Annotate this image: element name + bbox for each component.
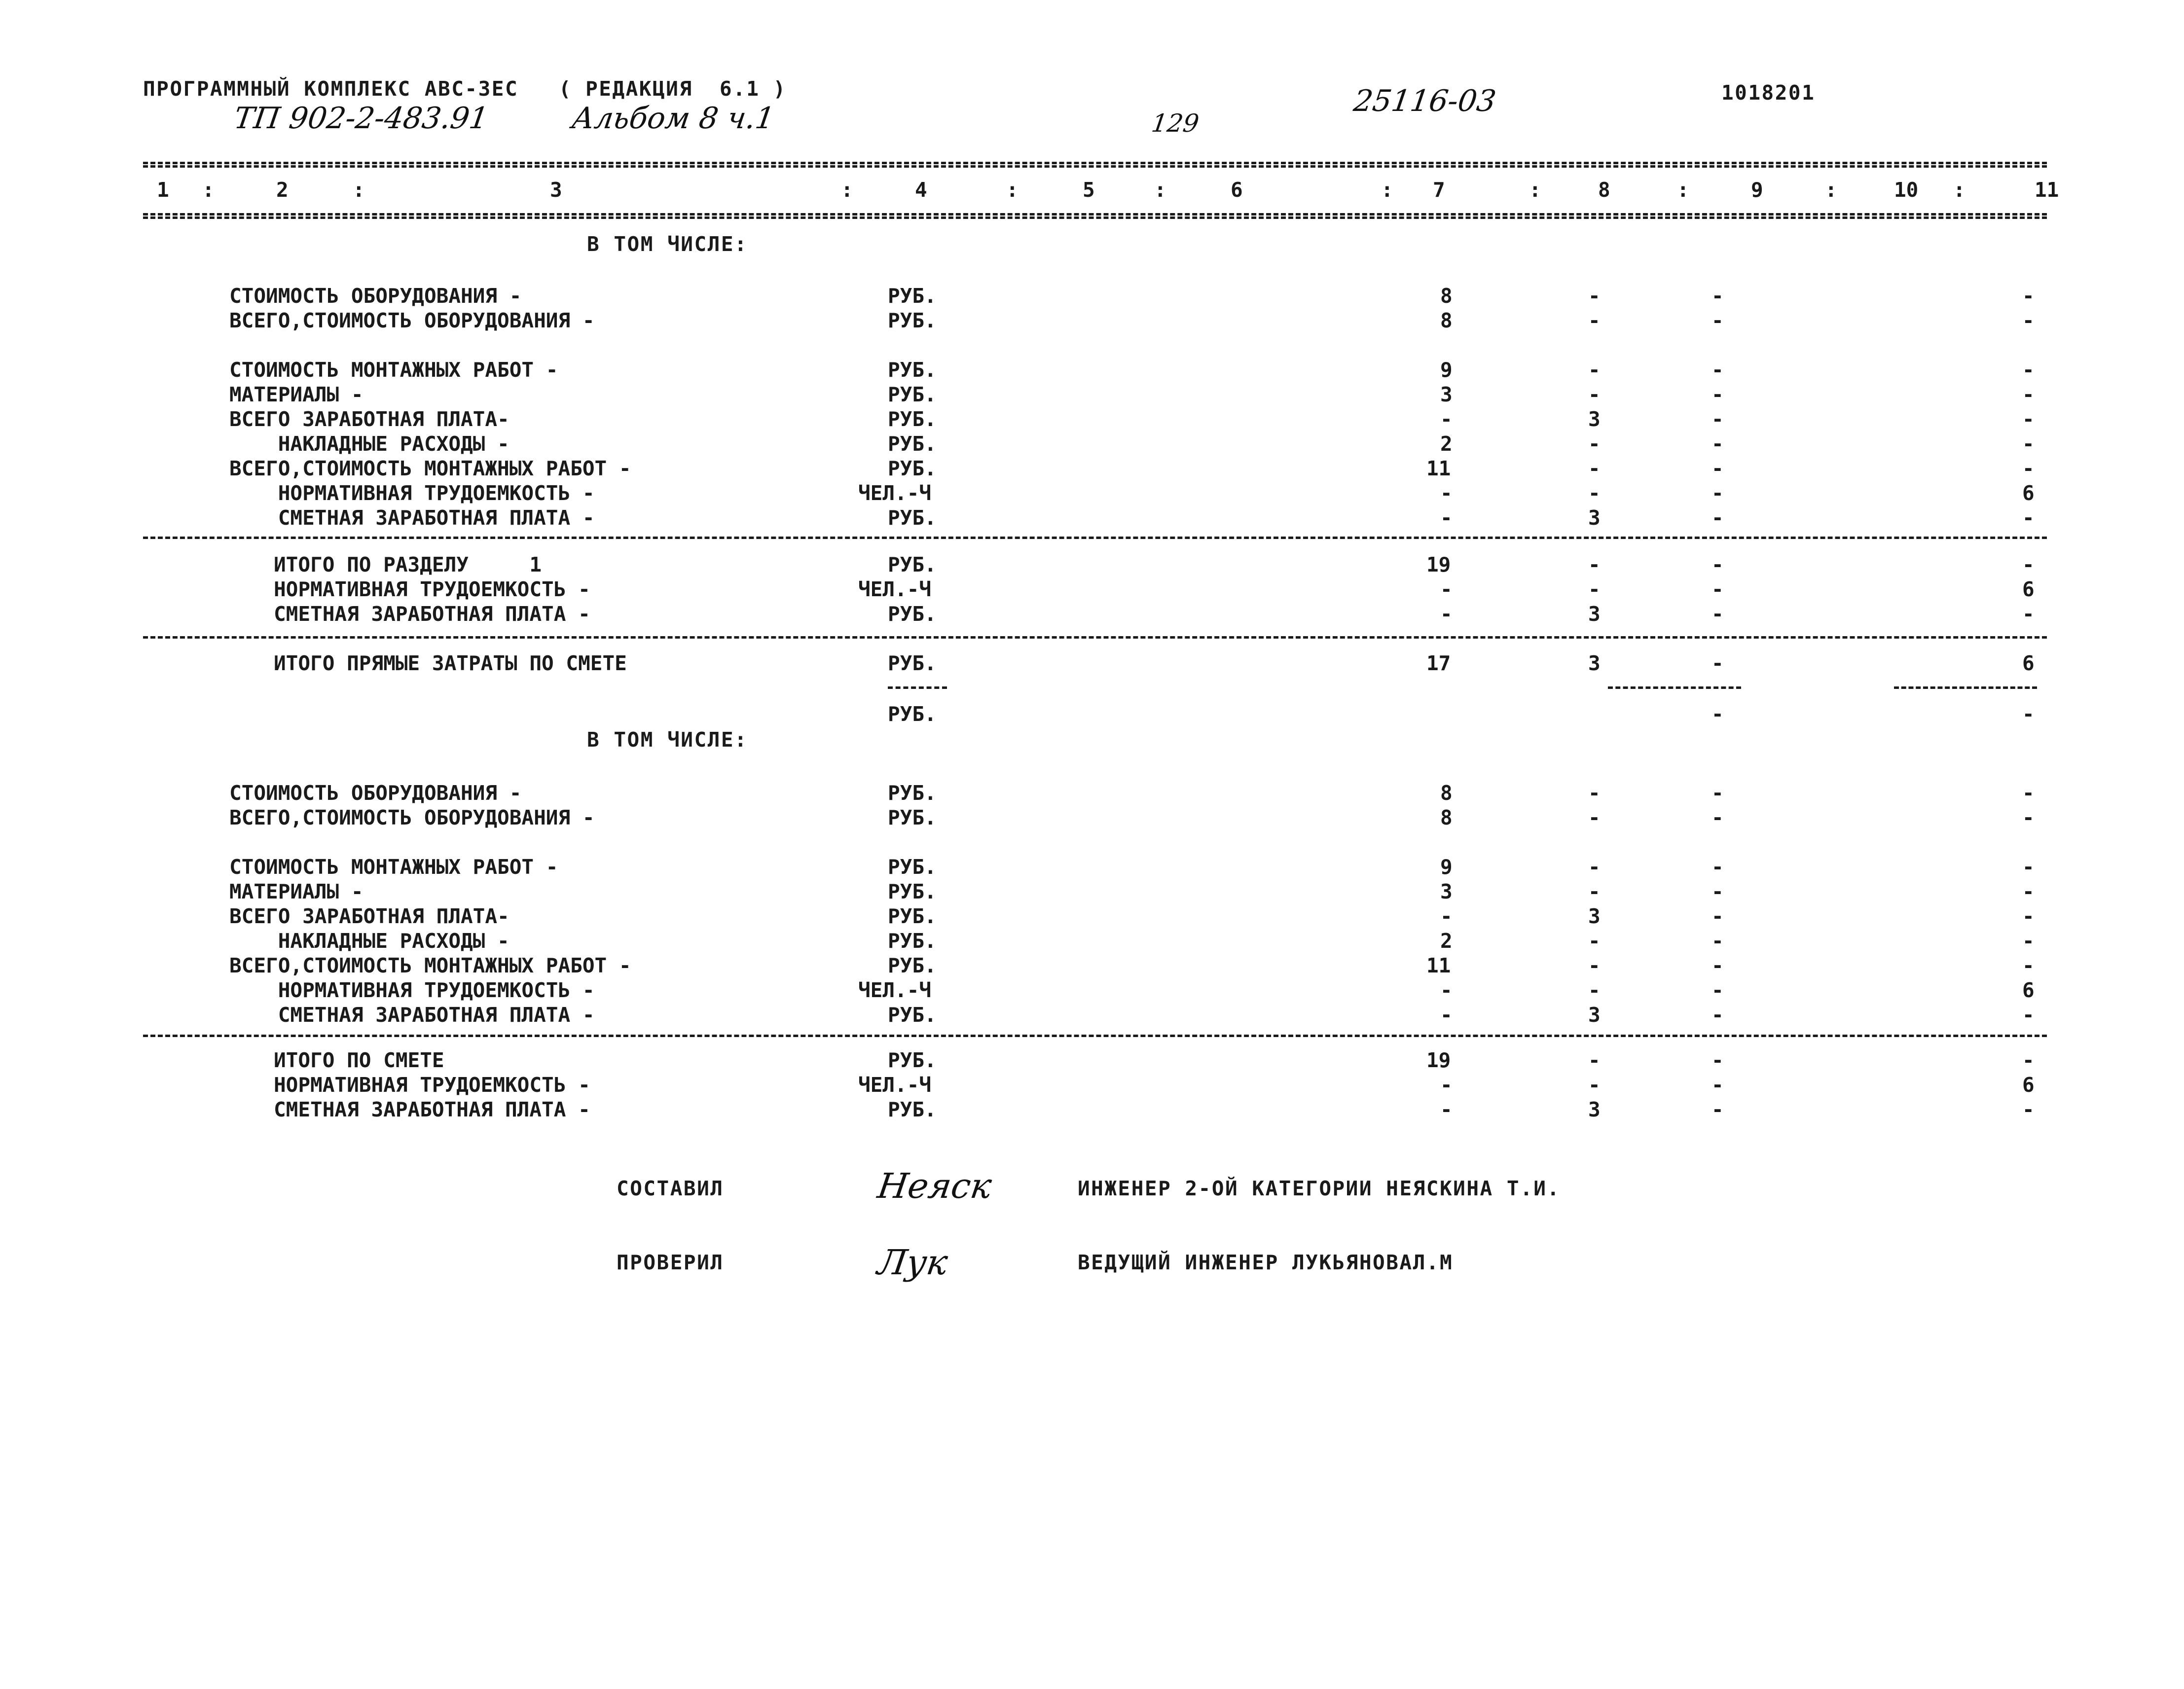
row-col7: - [1440, 1098, 1453, 1121]
row-label: ВСЕГО,СТОИМОСТЬ МОНТАЖНЫХ РАБОТ - [229, 954, 631, 977]
row-col9: - [1711, 1048, 1724, 1072]
row-label: НАКЛАДНЫЕ РАСХОДЫ - [229, 929, 510, 953]
row-col9: - [1711, 1098, 1724, 1121]
column-header-4: 4 [915, 178, 927, 202]
program-header: ПРОГРАММНЫЙ КОМПЛЕКС АВС-3ЕС ( РЕДАКЦИЯ 6.1 ) [143, 77, 787, 101]
row-col11: - [2022, 506, 2035, 530]
row-col7: - [1440, 407, 1453, 431]
row-col8: - [1588, 284, 1601, 308]
row-unit: РУБ. [888, 383, 937, 406]
row-col11: - [2022, 602, 2035, 626]
row-col8: 3 [1588, 602, 1601, 626]
row-col7: 8 [1440, 284, 1453, 308]
row-col9: - [1711, 577, 1724, 601]
direct-costs-col8: 3 [1588, 651, 1601, 675]
row-unit: РУБ. [888, 954, 937, 977]
row-label: ИТОГО ПО РАЗДЕЛУ 1 [274, 553, 542, 576]
column-header-9: 9 [1751, 178, 1763, 202]
row-col9: - [1711, 506, 1724, 530]
row-col9: - [1711, 978, 1724, 1002]
row-unit: ЧЕЛ.-Ч [858, 577, 932, 601]
row-unit: РУБ. [888, 781, 937, 805]
row-col8: - [1588, 432, 1601, 456]
direct-costs-sub-col11: - [2022, 702, 2035, 726]
row-col8: - [1588, 978, 1601, 1002]
row-col11: - [2022, 1003, 2035, 1027]
row-unit: РУБ. [888, 1003, 937, 1027]
column-separator: : [1154, 178, 1166, 202]
row-col8: 3 [1588, 904, 1601, 928]
row-col7: 2 [1440, 432, 1453, 456]
row-label: ВСЕГО,СТОИМОСТЬ ОБОРУДОВАНИЯ - [229, 309, 595, 332]
direct-costs-col9: - [1711, 651, 1724, 675]
composed-by: ИНЖЕНЕР 2-ОЙ КАТЕГОРИИ НЕЯСКИНА Т.И. [1078, 1177, 1561, 1200]
checked-by: ВЕДУЩИЙ ИНЖЕНЕР ЛУКЬЯНОВАЛ.М [1078, 1251, 1454, 1274]
row-col9: - [1711, 284, 1724, 308]
row-label: ВСЕГО ЗАРАБОТНАЯ ПЛАТА- [229, 904, 510, 928]
row-col8: - [1588, 309, 1601, 332]
column-separator: : [841, 178, 853, 202]
row-col9: - [1711, 553, 1724, 576]
row-col11: - [2022, 929, 2035, 953]
row-col8: - [1588, 954, 1601, 977]
row-unit: РУБ. [888, 880, 937, 903]
row-col7: - [1440, 1003, 1453, 1027]
row-col8: - [1588, 929, 1601, 953]
column-separator: : [1677, 178, 1689, 202]
row-col11: - [2022, 309, 2035, 332]
column-separator: : [1953, 178, 1966, 202]
row-label: НОРМАТИВНАЯ ТРУДОЕМКОСТЬ - [229, 978, 595, 1002]
row-unit: РУБ. [888, 1048, 937, 1072]
row-col7: 11 [1426, 457, 1451, 480]
section2-heading: В ТОМ ЧИСЛЕ: [587, 728, 748, 752]
row-col7: - [1440, 978, 1453, 1002]
row-col8: 3 [1588, 407, 1601, 431]
row-unit: РУБ. [888, 1098, 937, 1121]
column-separator: : [1006, 178, 1019, 202]
row-unit: РУБ. [888, 553, 937, 576]
row-col11: 6 [2022, 1073, 2035, 1097]
row-col9: - [1711, 954, 1724, 977]
row-unit: ЧЕЛ.-Ч [858, 978, 932, 1002]
direct-costs-sub-col9: - [1711, 702, 1724, 726]
page-number: 129 [1149, 109, 1201, 138]
row-col7: 3 [1440, 383, 1453, 406]
composed-label: СОСТАВИЛ [617, 1177, 724, 1200]
row-label: МАТЕРИАЛЫ - [229, 880, 364, 903]
row-col9: - [1711, 781, 1724, 805]
row-col11: - [2022, 954, 2035, 977]
row-col7: 19 [1426, 1048, 1451, 1072]
row-col11: - [2022, 284, 2035, 308]
row-col9: - [1711, 457, 1724, 480]
row-col11: 6 [2022, 577, 2035, 601]
row-label: ВСЕГО,СТОИМОСТЬ ОБОРУДОВАНИЯ - [229, 806, 595, 829]
row-col8: - [1588, 781, 1601, 805]
direct-costs-label: ИТОГО ПРЯМЫЕ ЗАТРАТЫ ПО СМЕТЕ [274, 651, 627, 675]
row-label: СМЕТНАЯ ЗАРАБОТНАЯ ПЛАТА - [274, 1098, 590, 1121]
row-unit: ЧЕЛ.-Ч [858, 481, 932, 505]
row-label: НОРМАТИВНАЯ ТРУДОЕМКОСТЬ - [274, 1073, 590, 1097]
subtotal-dash-2 [1894, 686, 2037, 689]
row-col9: - [1711, 432, 1724, 456]
row-unit: РУБ. [888, 432, 937, 456]
rule-section1 [143, 537, 2047, 539]
row-unit: РУБ. [888, 904, 937, 928]
rule-top [143, 162, 2047, 164]
row-col11: - [2022, 553, 2035, 576]
row-col11: - [2022, 904, 2035, 928]
row-col9: - [1711, 855, 1724, 879]
checked-label: ПРОВЕРИЛ [617, 1251, 724, 1274]
row-col7: 8 [1440, 309, 1453, 332]
row-col7: 9 [1440, 855, 1453, 879]
row-label: НОРМАТИВНАЯ ТРУДОЕМКОСТЬ - [229, 481, 595, 505]
row-col11: - [2022, 1048, 2035, 1072]
row-unit: РУБ. [888, 407, 937, 431]
row-label: СМЕТНАЯ ЗАРАБОТНАЯ ПЛАТА - [229, 506, 595, 530]
row-col8: - [1588, 855, 1601, 879]
row-col9: - [1711, 904, 1724, 928]
row-label: НОРМАТИВНАЯ ТРУДОЕМКОСТЬ - [274, 577, 590, 601]
row-col8: 3 [1588, 506, 1601, 530]
row-col8: - [1588, 1048, 1601, 1072]
direct-costs-col7: 17 [1426, 651, 1451, 675]
row-col7: - [1440, 602, 1453, 626]
row-col9: - [1711, 383, 1724, 406]
row-col8: - [1588, 481, 1601, 505]
row-label: ВСЕГО,СТОИМОСТЬ МОНТАЖНЫХ РАБОТ - [229, 457, 631, 480]
row-col11: - [2022, 383, 2035, 406]
row-col7: 8 [1440, 806, 1453, 829]
row-label: СТОИМОСТЬ МОНТАЖНЫХ РАБОТ - [229, 855, 558, 879]
row-unit: ЧЕЛ.-Ч [858, 1073, 932, 1097]
column-separator: : [1381, 178, 1393, 202]
column-separator: : [1825, 178, 1837, 202]
row-col11: 6 [2022, 978, 2035, 1002]
row-col7: 9 [1440, 358, 1453, 382]
row-col8: - [1588, 880, 1601, 903]
row-label: ВСЕГО ЗАРАБОТНАЯ ПЛАТА- [229, 407, 510, 431]
column-header-7: 7 [1433, 178, 1445, 202]
direct-costs-sub-unit: РУБ. [888, 702, 937, 726]
row-unit: РУБ. [888, 358, 937, 382]
row-col8: - [1588, 806, 1601, 829]
row-col9: - [1711, 929, 1724, 953]
row-label: МАТЕРИАЛЫ - [229, 383, 364, 406]
subtotal-dash-0 [888, 686, 947, 689]
row-col8: 3 [1588, 1003, 1601, 1027]
row-col11: - [2022, 781, 2035, 805]
row-col9: - [1711, 880, 1724, 903]
direct-costs-col11: 6 [2022, 651, 2035, 675]
column-header-2: 2 [276, 178, 289, 202]
row-col8: 3 [1588, 1098, 1601, 1121]
row-col7: 2 [1440, 929, 1453, 953]
row-col11: - [2022, 806, 2035, 829]
row-col9: - [1711, 358, 1724, 382]
row-unit: РУБ. [888, 457, 937, 480]
composed-signature: Неяск [875, 1166, 994, 1206]
row-col11: 6 [2022, 481, 2035, 505]
row-unit: РУБ. [888, 309, 937, 332]
rule-header-bottom [143, 213, 2047, 216]
row-col7: - [1440, 506, 1453, 530]
row-label: СТОИМОСТЬ ОБОРУДОВАНИЯ - [229, 781, 522, 805]
row-col8: - [1588, 577, 1601, 601]
row-col11: - [2022, 358, 2035, 382]
row-col9: - [1711, 806, 1724, 829]
column-separator: : [202, 178, 215, 202]
row-col7: - [1440, 577, 1453, 601]
checked-signature: Лук [875, 1242, 950, 1283]
row-col11: - [2022, 432, 2035, 456]
column-header-11: 11 [2035, 178, 2059, 202]
row-col11: - [2022, 855, 2035, 879]
row-label: СМЕТНАЯ ЗАРАБОТНАЯ ПЛАТА - [274, 602, 590, 626]
row-unit: РУБ. [888, 929, 937, 953]
row-col8: - [1588, 383, 1601, 406]
project-code: ТП 902-2-483.91 [232, 101, 491, 136]
row-col8: - [1588, 553, 1601, 576]
column-header-6: 6 [1231, 178, 1243, 202]
row-unit: РУБ. [888, 506, 937, 530]
row-unit: РУБ. [888, 806, 937, 829]
row-col7: - [1440, 481, 1453, 505]
row-col11: - [2022, 457, 2035, 480]
row-unit: РУБ. [888, 284, 937, 308]
row-label: СТОИМОСТЬ МОНТАЖНЫХ РАБОТ - [229, 358, 558, 382]
row-unit: РУБ. [888, 602, 937, 626]
row-col7: 8 [1440, 781, 1453, 805]
row-label: СТОИМОСТЬ ОБОРУДОВАНИЯ - [229, 284, 522, 308]
column-header-10: 10 [1894, 178, 1919, 202]
section1-heading: В ТОМ ЧИСЛЕ: [587, 232, 748, 256]
row-col9: - [1711, 309, 1724, 332]
rule-header-bottom-2 [143, 216, 2047, 219]
row-col8: - [1588, 457, 1601, 480]
row-col9: - [1711, 481, 1724, 505]
row-col9: - [1711, 407, 1724, 431]
row-col8: - [1588, 358, 1601, 382]
row-col11: - [2022, 1098, 2035, 1121]
column-separator: : [1529, 178, 1541, 202]
column-header-8: 8 [1598, 178, 1610, 202]
subtotal-dash-1 [1608, 686, 1741, 689]
direct-costs-unit: РУБ. [888, 651, 937, 675]
row-label: СМЕТНАЯ ЗАРАБОТНАЯ ПЛАТА - [229, 1003, 595, 1027]
column-header-3: 3 [550, 178, 562, 202]
row-col11: - [2022, 880, 2035, 903]
row-col8: - [1588, 1073, 1601, 1097]
row-label: ИТОГО ПО СМЕТЕ [274, 1048, 444, 1072]
album-label: Альбом 8 ч.1 [570, 101, 777, 136]
row-col7: 11 [1426, 954, 1451, 977]
rule-top-2 [143, 165, 2047, 168]
row-label: НАКЛАДНЫЕ РАСХОДЫ - [229, 432, 510, 456]
row-col7: - [1440, 904, 1453, 928]
row-col11: - [2022, 407, 2035, 431]
row-col9: - [1711, 1003, 1724, 1027]
column-header-1: 1 [157, 178, 169, 202]
row-col9: - [1711, 1073, 1724, 1097]
rule-section-total [143, 636, 2047, 639]
row-unit: РУБ. [888, 855, 937, 879]
rule-section2 [143, 1035, 2047, 1037]
sheet-code: 1018201 [1721, 81, 1816, 105]
row-col7: 19 [1426, 553, 1451, 576]
row-col9: - [1711, 602, 1724, 626]
column-separator: : [353, 178, 365, 202]
column-header-5: 5 [1083, 178, 1095, 202]
row-col7: - [1440, 1073, 1453, 1097]
doc-number: 25116-03 [1351, 84, 1498, 118]
row-col7: 3 [1440, 880, 1453, 903]
